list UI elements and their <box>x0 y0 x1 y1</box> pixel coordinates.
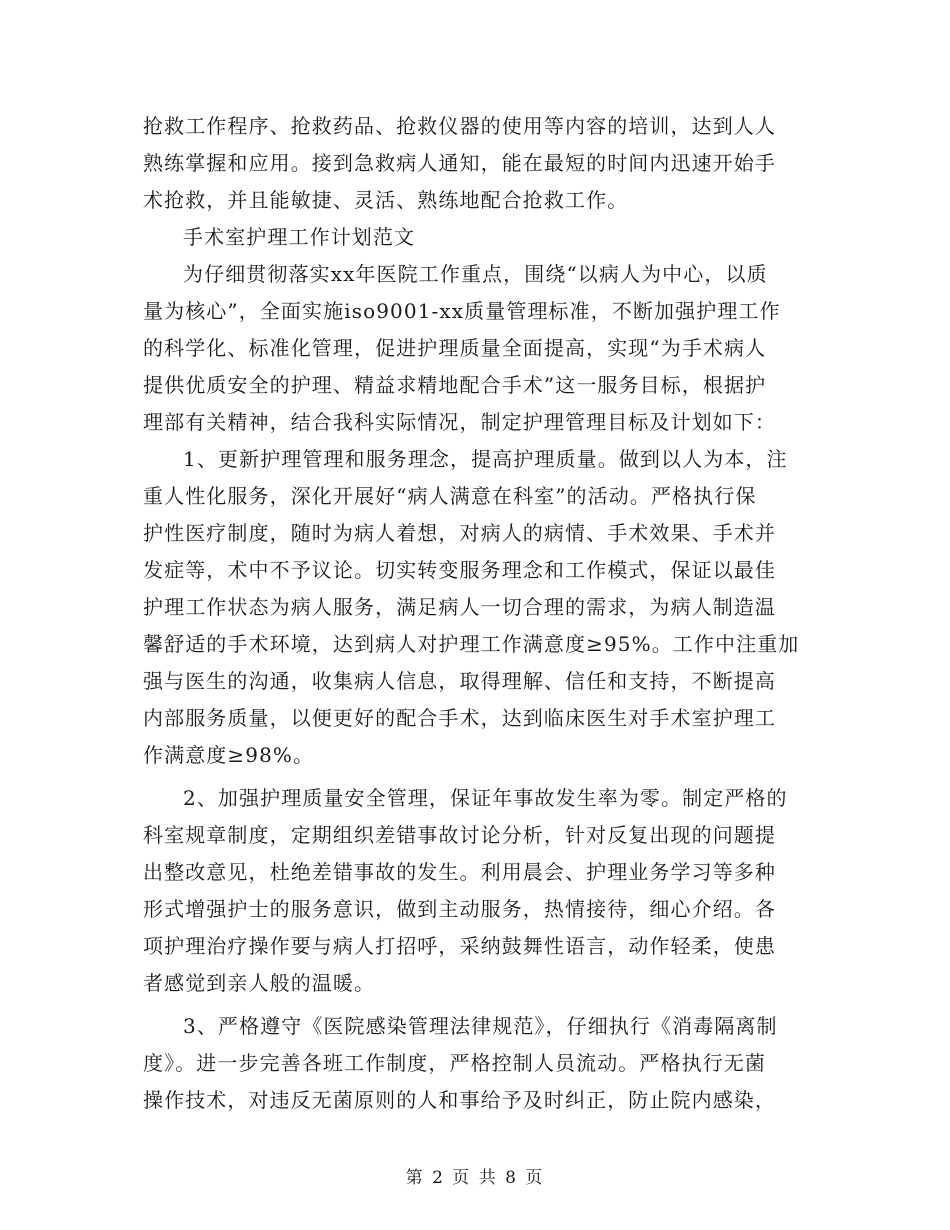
text-line: 发症等，术中不予议论。切实转变服务理念和工作模式，保证以最佳 <box>143 558 776 582</box>
text-line: 强与医生的沟通，收集病人信息，取得理解、信任和支持，不断提高 <box>143 669 776 693</box>
text-line: 者感觉到亲人般的温暖。 <box>143 971 376 995</box>
text-line: 护理工作状态为病人服务，满足病人一切合理的需求，为病人制造温 <box>143 595 776 619</box>
text-line: 1、更新护理管理和服务理念，提高护理质量。做到以人为本，注 <box>183 447 788 471</box>
text-line: 2、加强护理质量安全管理，保证年事故发生率为零。制定严格的 <box>183 786 788 810</box>
text-line: 提供优质安全的护理、精益求精地配合手术”这一服务目标，根据护 <box>143 373 767 397</box>
text-line: 理部有关精神，结合我科实际情况，制定护理管理目标及计划如下： <box>143 410 776 434</box>
text-line: 术抢救，并且能敏捷、灵活、熟练地配合抢救工作。 <box>143 188 629 212</box>
text-line: 科室规章制度，定期组织差错事故讨论分析，针对反复出现的问题提 <box>143 823 776 847</box>
text-line: 形式增强护士的服务意识，做到主动服务，热情接待，细心介绍。各 <box>143 897 776 921</box>
text-line: 3、严格遵守《医院感染管理法律规范》，仔细执行《消毒隔离制 <box>183 1014 778 1038</box>
text-line: 度》。进一步完善各班工作制度，严格控制人员流动。严格执行无菌 <box>143 1051 766 1075</box>
text-line: 量为核心”，全面实施iso9001-xx质量管理标准，不断加强护理工作 <box>143 299 781 323</box>
text-line: 熟练掌握和应用。接到急救病人通知，能在最短的时间内迅速开始手 <box>143 151 776 175</box>
page-number: 第 2 页 共 8 页 <box>405 1168 545 1188</box>
text-line: 重人性化服务，深化开展好“病人满意在科室”的活动。严格执行保 <box>143 484 757 508</box>
text-line: 护性医疗制度，随时为病人着想，对病人的病情、手术效果、手术并 <box>143 521 776 545</box>
text-line: 内部服务质量，以便更好的配合手术，达到临床医生对手术室护理工 <box>143 706 776 730</box>
text-line: 操作技术，对违反无菌原则的人和事给予及时纠正，防止院内感染， <box>143 1088 776 1112</box>
section-heading: 手术室护理工作计划范文 <box>183 225 416 249</box>
text-line: 馨舒适的手术环境，达到病人对护理工作满意度≥95%。工作中注重加 <box>143 632 800 656</box>
text-line: 出整改意见，杜绝差错事故的发生。利用晨会、护理业务学习等多种 <box>143 860 776 884</box>
document-body <box>143 108 810 1119</box>
text-line: 的科学化、标准化管理，促进护理质量全面提高，实现“为手术病人 <box>143 336 767 360</box>
text-line: 项护理治疗操作要与病人打招呼，采纳鼓舞性语言，动作轻柔，使患 <box>143 934 776 958</box>
text-line: 作满意度≥98%。 <box>143 743 315 767</box>
text-line: 抢救工作程序、抢救药品、抢救仪器的使用等内容的培训，达到人人 <box>143 114 776 138</box>
text-line: 为仔细贯彻落实xx年医院工作重点，围绕“以病人为中心，以质 <box>183 262 768 286</box>
